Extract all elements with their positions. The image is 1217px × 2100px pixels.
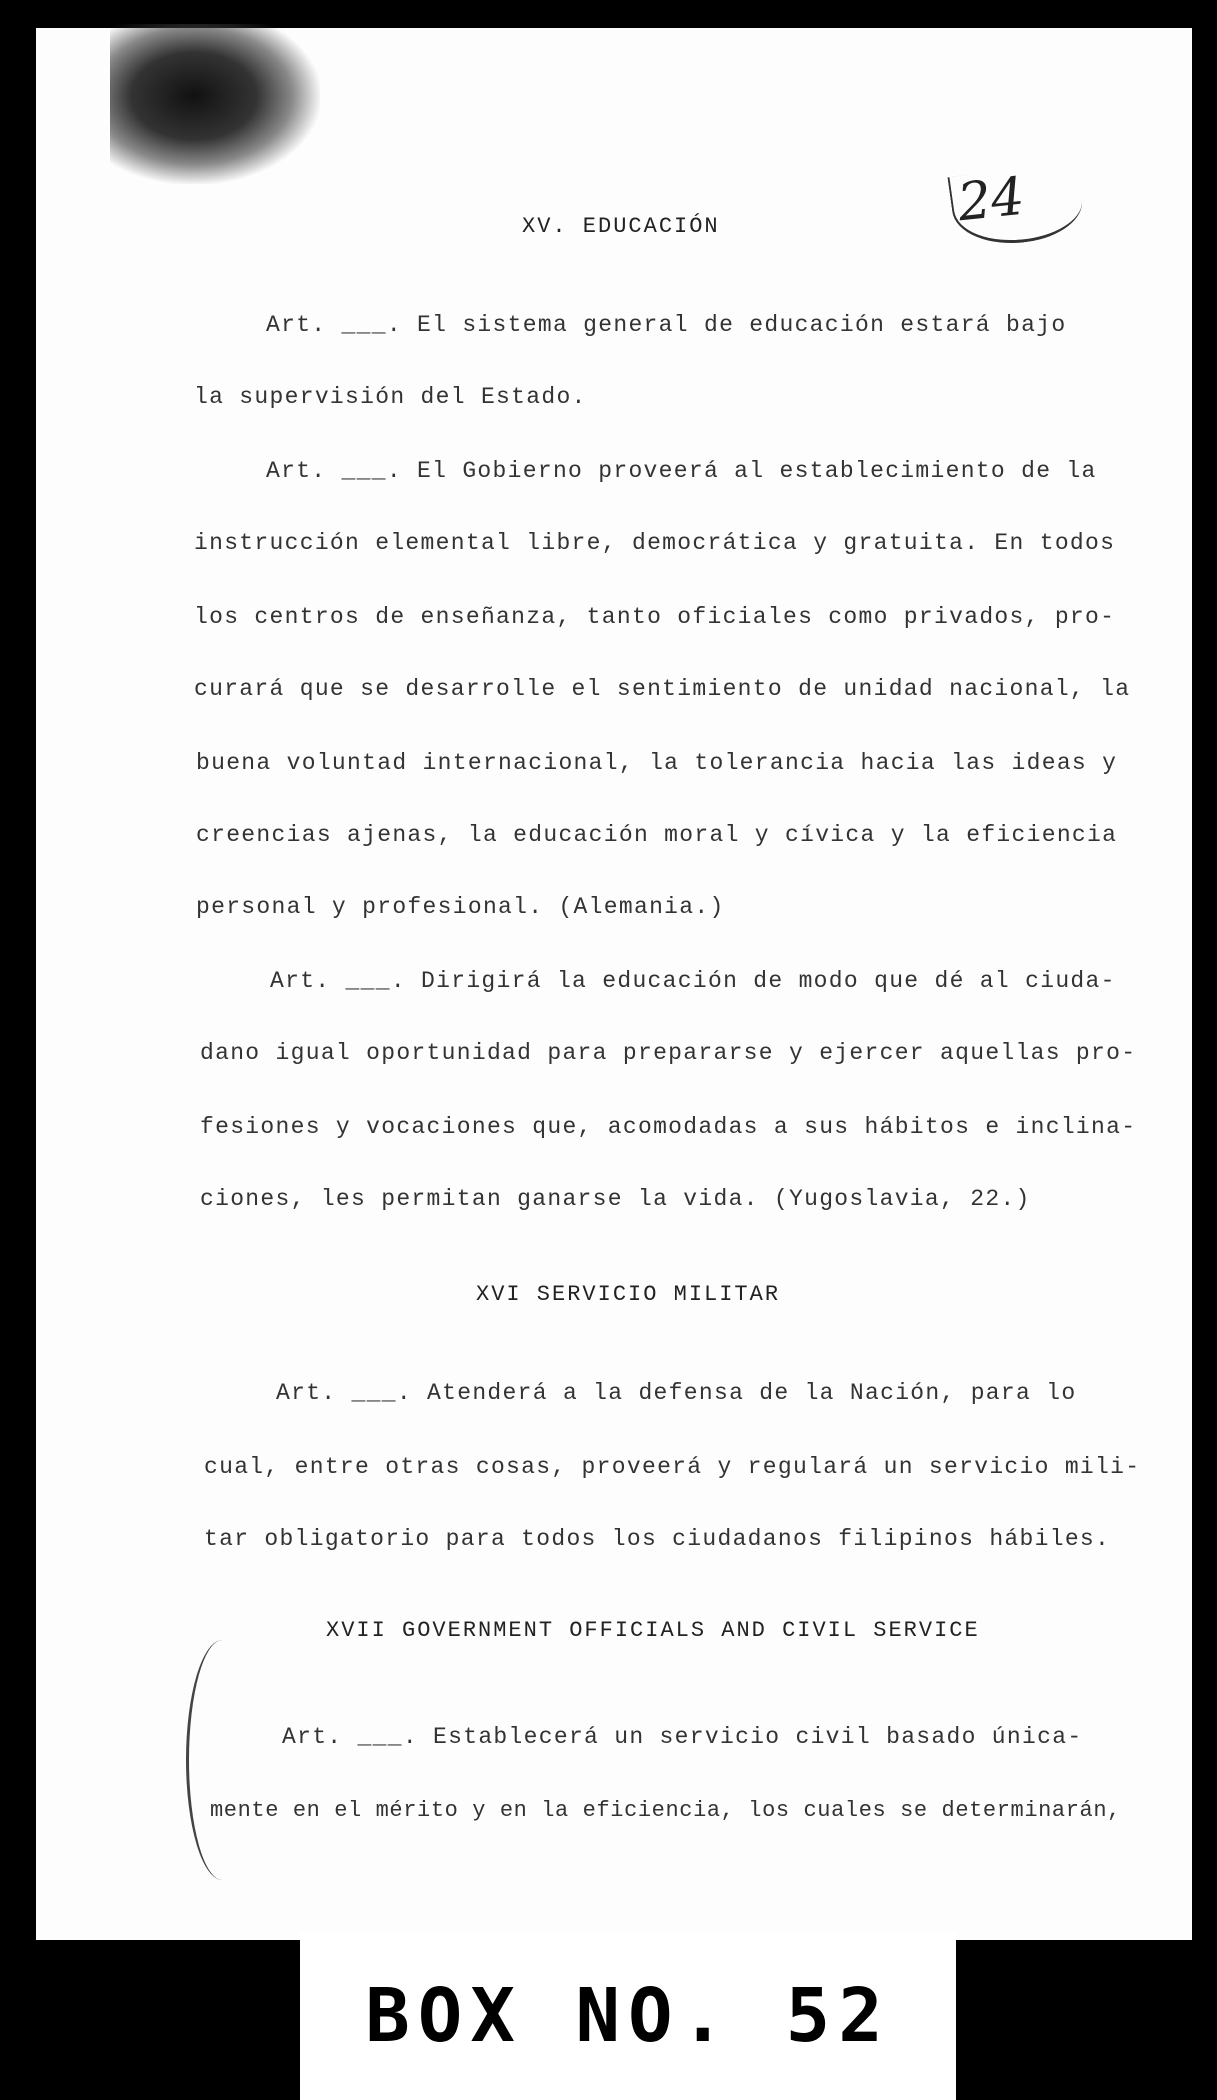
text-line: personal y profesional. (Alemania.) bbox=[196, 894, 725, 920]
section-heading-education: XV. EDUCACIÓN bbox=[522, 214, 720, 239]
section-heading-military-service: XVI SERVICIO MILITAR bbox=[476, 1282, 781, 1307]
text-line: cual, entre otras cosas, proveerá y regulará un servicio mili- bbox=[204, 1454, 1141, 1480]
box-label-text: BOX NO. 52 bbox=[365, 1973, 891, 2059]
text-line: Art. ___. El Gobierno proveerá al establecimiento de la bbox=[266, 458, 1097, 484]
text-line: buena voluntad internacional, la tolerancia hacia las ideas y bbox=[196, 750, 1118, 776]
page-number: 24 bbox=[955, 166, 1028, 234]
section-heading-civil-service: XVII GOVERNMENT OFFICIALS AND CIVIL SERVICE bbox=[326, 1618, 980, 1643]
text-line: mente en el mérito y en la eficiencia, los cuales se determinarán, bbox=[210, 1798, 1121, 1823]
torn-corner bbox=[110, 24, 320, 184]
text-line: fesiones y vocaciones que, acomodadas a sus hábitos e inclina- bbox=[200, 1114, 1137, 1140]
text-line: Art. ___. Establecerá un servicio civil basado única- bbox=[282, 1724, 1083, 1750]
text-line: la supervisión del Estado. bbox=[194, 384, 587, 410]
text-line: Art. ___. Atenderá a la defensa de la Nación, para lo bbox=[276, 1380, 1077, 1406]
text-line: creencias ajenas, la educación moral y cívica y la eficiencia bbox=[196, 822, 1118, 848]
text-line: instrucción elemental libre, democrática y gratuita. En todos bbox=[194, 530, 1116, 556]
text-line: los centros de enseñanza, tanto oficiales como privados, pro- bbox=[194, 604, 1116, 630]
box-label-card bbox=[300, 1932, 956, 2100]
text-line: curará que se desarrolle el sentimiento de unidad nacional, la bbox=[194, 676, 1131, 702]
handwritten-bracket bbox=[186, 1640, 259, 1880]
text-line: ciones, les permitan ganarse la vida. (Yugoslavia, 22.) bbox=[200, 1186, 1031, 1212]
text-line: tar obligatorio para todos los ciudadanos filipinos hábiles. bbox=[204, 1526, 1111, 1552]
text-line: dano igual oportunidad para prepararse y ejercer aquellas pro- bbox=[200, 1040, 1137, 1066]
text-line: Art. ___. Dirigirá la educación de modo que dé al ciuda- bbox=[270, 968, 1116, 994]
text-line: Art. ___. El sistema general de educación estará bajo bbox=[266, 312, 1067, 338]
